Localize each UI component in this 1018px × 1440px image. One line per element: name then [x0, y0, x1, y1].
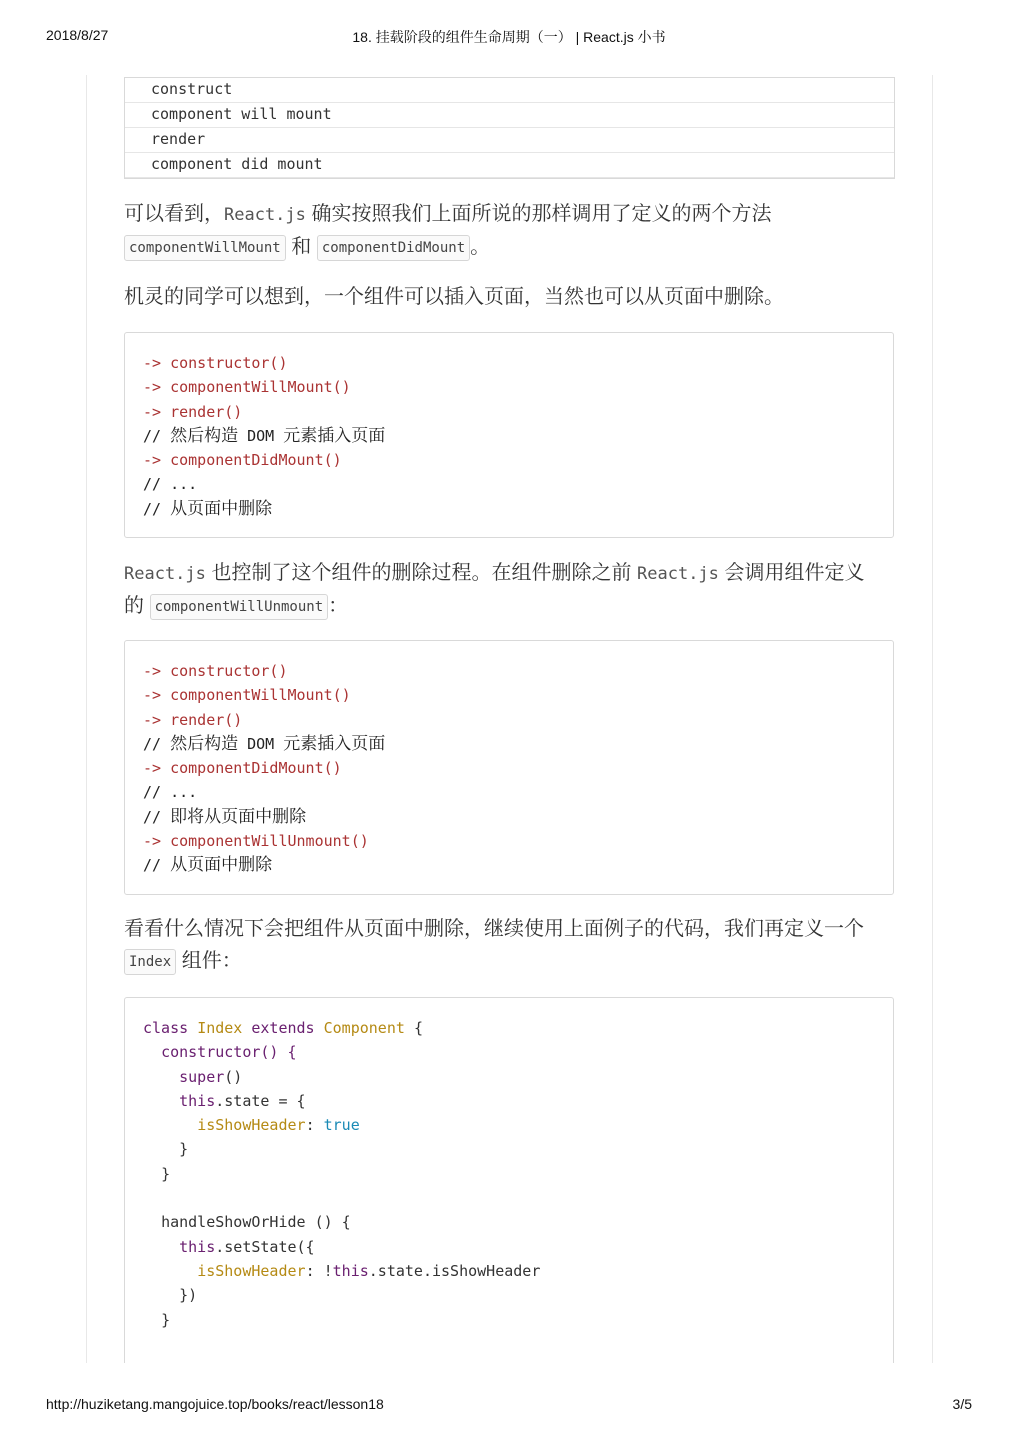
code-token: ->: [143, 378, 162, 397]
code-line: [143, 497, 893, 521]
code-line: [143, 1089, 893, 1113]
code-token: isShowHeader: [197, 1116, 306, 1135]
code-token: 然后构造: [170, 425, 239, 446]
code-line: [143, 1137, 893, 1161]
inline-code-chip: componentWillUnmount: [150, 594, 329, 620]
code-token: render(): [170, 710, 243, 729]
text: ：: [328, 595, 349, 617]
code-token: : !: [305, 1261, 333, 1280]
code-token: }): [179, 1286, 198, 1305]
code-token: constructor(): [170, 354, 288, 372]
code-block-index-component: [124, 997, 894, 1363]
code-token: super: [179, 1067, 225, 1086]
code-token: Index: [197, 1019, 243, 1037]
code-token: ->: [143, 402, 162, 421]
code-token: this: [332, 1261, 369, 1280]
code-line: [143, 853, 893, 877]
code-token: extends: [251, 1019, 315, 1037]
code-token: componentWillUnmount(): [170, 832, 369, 851]
console-output: [124, 77, 895, 179]
code-token: 元素插入页面: [283, 733, 386, 754]
text: 可以看到，: [124, 203, 224, 225]
code-token: }: [179, 1140, 189, 1159]
console-line: construct: [125, 78, 894, 103]
code-token: //: [143, 807, 162, 826]
code-token: ->: [143, 759, 162, 778]
text: 确实按照我们上面所说的那样调用了定义的两个方法: [305, 203, 772, 225]
print-date: 2018/8/27: [46, 27, 109, 43]
code-line: [143, 1283, 893, 1307]
code-token: render(): [170, 402, 243, 421]
code-token: componentDidMount(): [170, 759, 342, 778]
code-line: // ...: [143, 783, 198, 802]
code-token: //: [143, 426, 162, 445]
code-line: [143, 829, 893, 853]
print-url: http://huziketang.mangojuice.top/books/react/lesson18: [46, 1396, 384, 1412]
code-token: constructor(): [170, 662, 288, 680]
code-line: [143, 805, 893, 829]
text: 看看什么情况下会把组件从页面中删除，继续使用上面例子的代码，我们再定义一个: [124, 918, 864, 940]
code-token: 即将从页面中删除: [170, 806, 307, 827]
code-token: //: [143, 734, 162, 753]
code-token: {: [413, 1019, 423, 1037]
code-token: ->: [143, 354, 162, 372]
code-token: .state = {: [215, 1091, 306, 1110]
code-token: componentWillMount(): [170, 378, 351, 397]
code-token: this: [179, 1237, 216, 1256]
code-line: [143, 448, 893, 472]
content-border-right: [932, 75, 933, 1363]
code-token: .state.isShowHeader: [368, 1261, 541, 1280]
code-line: [143, 1113, 893, 1137]
code-token: 从页面中删除: [170, 498, 273, 519]
console-line: component did mount: [125, 153, 894, 178]
code-token: true: [323, 1116, 360, 1135]
code-token: 从页面中删除: [170, 855, 273, 876]
inline-code: React.js: [637, 564, 719, 584]
code-line: [143, 1040, 893, 1064]
code-token: ->: [143, 451, 162, 470]
text: 的: [124, 595, 150, 617]
code-line: // ...: [143, 475, 198, 494]
code-line: [143, 1065, 893, 1089]
code-token: componentWillMount(): [170, 686, 351, 705]
code-token: //: [143, 856, 162, 875]
code-token: (): [224, 1067, 243, 1086]
console-line: render: [125, 128, 894, 153]
code-line: [143, 424, 893, 448]
code-token: .setState({: [215, 1237, 315, 1256]
code-token: ->: [143, 710, 162, 729]
content-border-left: [86, 75, 87, 1363]
text: 和: [285, 236, 317, 258]
code-line: [143, 683, 893, 707]
code-block-lifecycle-unmount: [124, 640, 894, 895]
paragraph-remove-intro: 机灵的同学可以想到，一个组件可以插入页面，当然也可以从页面中删除。: [124, 286, 784, 308]
code-token: Component: [323, 1019, 405, 1037]
code-token: constructor() {: [161, 1043, 297, 1062]
paragraph-index-intro: [124, 913, 896, 977]
code-line: [143, 1186, 893, 1210]
code-line: [143, 1016, 893, 1040]
code-token: //: [143, 499, 162, 518]
text: 组件：: [176, 950, 242, 972]
code-token: componentDidMount(): [170, 451, 342, 470]
code-token: 元素插入页面: [283, 425, 386, 446]
code-token: :: [305, 1116, 324, 1135]
code-block-lifecycle-mount: [124, 332, 894, 538]
code-line: [143, 756, 893, 780]
page-number: 3/5: [952, 1396, 972, 1412]
text: 。: [470, 236, 491, 258]
code-token: DOM: [247, 426, 275, 445]
code-line: [143, 1210, 893, 1234]
inline-code-chip: componentWillMount: [124, 235, 286, 261]
code-token: this: [179, 1091, 216, 1110]
code-token: }: [161, 1310, 171, 1329]
inline-code: React.js: [224, 205, 306, 225]
inline-code-chip: componentDidMount: [317, 235, 470, 261]
print-page-title: 18. 挂载阶段的组件生命周期（一） | React.js 小书: [352, 29, 666, 45]
code-token: handleShowOrHide () {: [161, 1213, 351, 1232]
code-token: isShowHeader: [197, 1261, 306, 1280]
code-line: [143, 1308, 893, 1332]
paragraph-lifecycle-result: [124, 198, 896, 263]
inline-code: React.js: [124, 564, 206, 584]
code-token: ->: [143, 686, 162, 705]
code-line: [143, 708, 893, 732]
text: 会调用组件定义: [718, 562, 865, 584]
code-token: ->: [143, 662, 162, 680]
code-token: DOM: [247, 734, 275, 753]
text: 也控制了这个组件的删除过程。在组件删除之前: [205, 562, 638, 584]
console-line: component will mount: [125, 103, 894, 128]
inline-code-chip: Index: [124, 949, 176, 975]
code-line: [143, 732, 893, 756]
code-token: class: [143, 1019, 189, 1037]
paragraph-unmount-explain: [124, 557, 896, 622]
code-line: [143, 400, 893, 424]
code-token: ->: [143, 832, 162, 851]
code-line: [143, 1235, 893, 1259]
code-line: [143, 1259, 893, 1283]
code-line: [143, 1162, 893, 1186]
code-token: 然后构造: [170, 733, 239, 754]
code-line: [143, 375, 893, 399]
code-line: [143, 351, 893, 375]
code-line: [143, 659, 893, 683]
code-token: }: [161, 1164, 171, 1183]
